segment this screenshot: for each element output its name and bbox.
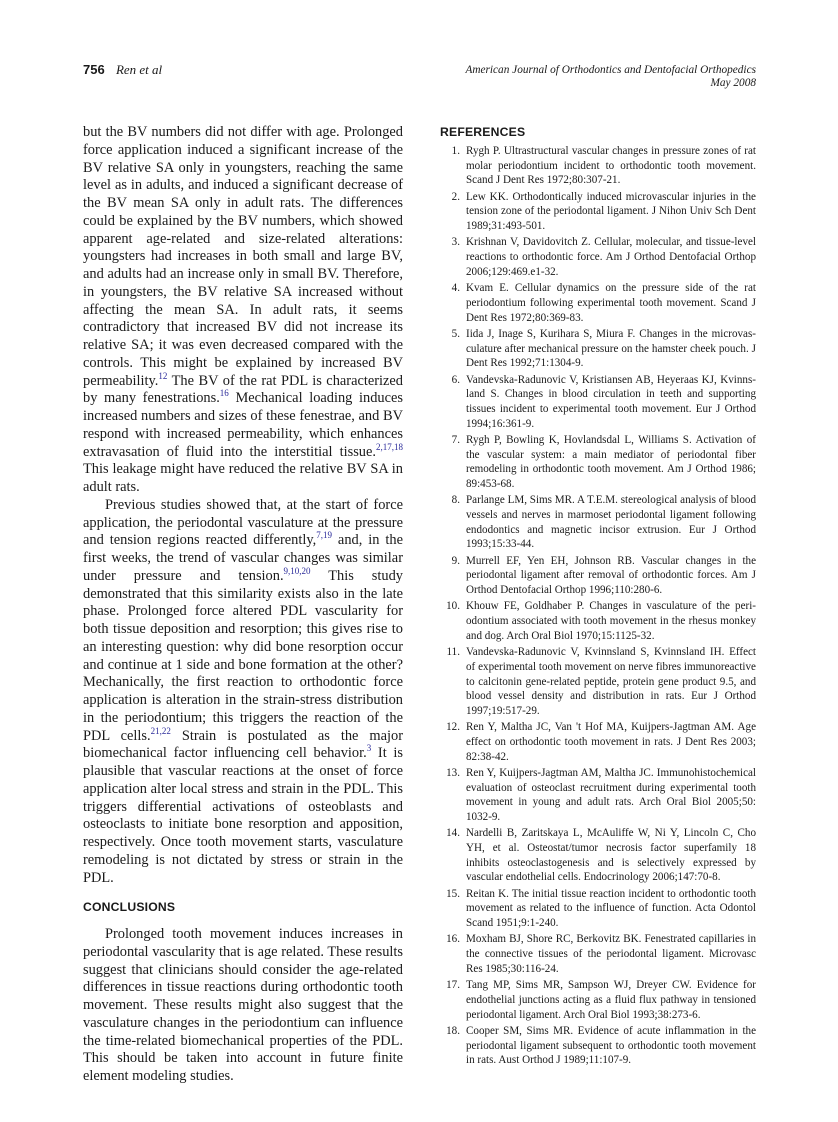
reference-text: Murrell EF, Yen EH, Johnson RB. Vascular changes in the periodontal ligament after removal of orthodontic forces. Am J Orthod Dentofacial Orthop 1996;110:280-6.	[466, 554, 756, 597]
reference-number: 10.	[446, 600, 460, 613]
reference-item	[440, 826, 756, 885]
paragraph-text: The BV of the rat PDL is characterized by many fenestrations.	[83, 372, 403, 407]
reference-number: 8.	[451, 494, 460, 507]
reference-item	[440, 720, 756, 764]
paragraph-text: It is plausible that vascular reactions at the onset of force application alter local stress and strain in the PDL. This triggers differential activations of osteoblasts and osteoclasts to initiate bone resorption and apposition, respectively. Once tooth movement starts, vasculature remodeling is not dictated by stress or strain in the PDL.	[83, 745, 403, 886]
citation-superscript[interactable]: 12	[158, 370, 168, 381]
citation-superscript[interactable]: 21,22	[150, 725, 171, 736]
citation-superscript[interactable]: 7,19	[316, 530, 332, 541]
reference-text: Nardelli B, Zaritskaya L, McAuliffe W, Ni Y, Lincoln C, Cho YH, et al. Osteostat/tumor necrosis factor superfamily 18 inhibits osteoclastogenesis and is selectively expressed by vascular endothelial cells. Endocrinology 2006;147:70-8.	[466, 827, 756, 884]
reference-text: Moxham BJ, Shore RC, Berkovitz BK. Fenestrated capillaries in the connective tissues of the periodontal ligament. Microvasc Res 1985;30:116-24.	[466, 933, 756, 975]
reference-number: 12.	[446, 721, 460, 734]
citation-superscript[interactable]: 16	[219, 388, 229, 399]
reference-number: 13.	[446, 766, 460, 779]
reference-number: 4.	[451, 282, 460, 295]
reference-list	[440, 144, 756, 1068]
reference-number: 9.	[451, 554, 460, 567]
reference-text: Khouw FE, Goldhaber P. Changes in vasculature of the periodontium associated with tooth movement in the rhesus monkey and dog. Arch Oral Biol 1970;15:1125-32.	[466, 600, 756, 642]
reference-text: Lew KK. Orthodontically induced microvascular injuries in the tension zone of the periodontal ligament. J Nihon Univ Sch Dent 1989;31:493-501.	[466, 190, 756, 233]
reference-text: Cooper SM, Sims MR. Evidence of acute inflammation in the periodontal ligament subsequent to orthodontic tooth movement in rats. Aust Orthod J 1989;11:107-9.	[466, 1024, 756, 1067]
reference-number: 18.	[446, 1024, 460, 1037]
reference-item	[440, 144, 756, 188]
left-column	[83, 124, 403, 1086]
reference-text: Reitan K. The initial tissue reaction incident to orthodontic tooth movement as related to the influence of function. Acta Odontol Scand 1951;9:1-240.	[466, 887, 756, 930]
body-paragraph	[83, 497, 403, 888]
reference-text: Rygh P. Ultrastructural vascular changes in pressure zones of rat molar periodontium incident to orthodontic tooth movement. Scand J Dent Res 1972;80:307-21.	[466, 145, 756, 187]
discussion-body	[83, 124, 403, 887]
reference-item	[440, 327, 756, 371]
paragraph-text: Previous studies showed that, at the start of force application, the periodontal vasculature at the pressure and tension regions reacted differently,	[83, 496, 403, 549]
reference-text: Vandevska-Radunovic V, Kristiansen AB, Heyeraas KJ, Kvinnsland S. Changes in blood circulation in teeth and supporting tissues incident to experimental tooth movement. Eur J Orthod 1994;16:361-9.	[466, 373, 756, 430]
conclusions-heading: CONCLUSIONS	[83, 900, 176, 915]
references-heading: REFERENCES	[440, 125, 526, 139]
reference-number: 11.	[446, 646, 460, 659]
reference-text: Vandevska-Radunovic V, Kvinnsland S, Kvinnsland IH. Effect of experimental tooth movement on nerve fibres immunoreactive to calcitonin gene-related peptide, protein gene product 9.5, and blood vessel density and distribution in rats. Eur J Orthod 1997;19:517-29.	[466, 646, 756, 717]
reference-number: 2.	[451, 190, 460, 203]
paragraph-text: Strain is postulated as the major biomechanical factor influencing cell behavior.	[83, 727, 403, 762]
reference-item	[440, 373, 756, 432]
reference-item	[440, 645, 756, 719]
reference-number: 7.	[451, 433, 460, 446]
journal-name: American Journal of Orthodontics and Dentofacial Orthopedics	[465, 64, 756, 76]
reference-number: 17.	[446, 979, 460, 992]
running-authors: Ren et al	[115, 62, 163, 77]
reference-number: 14.	[446, 827, 460, 840]
paragraph-text: Mechanical loading induces increased numbers and sizes of these fenestrae, and BV respond with increased permeability, which enhances extravasation of fluid into the interstitial tissue.	[83, 390, 403, 460]
reference-item	[440, 978, 756, 1022]
paragraph-text: but the BV numbers did not differ with age. Prolonged force application induced a significant increase of the BV relative SA only in youngsters, reaching the same level as in adults, and induced a significant decrease of the BV mean SA only in adult rats. The differences could be explained by the BV numbers, which showed apparent age-related and size-related alterations: youngsters had increases in both small and large BV, and adults had an increase only in small BV. Therefore, in youngsters, the BV relative SA increased without affecting the mean SA. In adult rats, it seems contradictory that increased BV did not increase its relative SA; it was even decreased compared with the controls. This might be explained by increased BV permeability.	[83, 124, 403, 389]
reference-number: 1.	[451, 145, 460, 157]
reference-item	[440, 281, 756, 325]
reference-item	[440, 190, 756, 234]
reference-item	[440, 932, 756, 976]
citation-superscript[interactable]: 2,17,18	[376, 441, 403, 452]
issue-date: May 2008	[710, 77, 756, 89]
reference-item	[440, 433, 756, 492]
reference-text: Tang MP, Sims MR, Sampson WJ, Dreyer CW. Evidence for endothelial junctions acting as a fluid flux pathway in tensioned periodontal ligament. Arch Oral Biol 1993;38:273-6.	[466, 979, 756, 1021]
reference-item	[440, 493, 756, 552]
reference-text: Iida J, Inage S, Kurihara S, Miura F. Changes in the microvasculature after mechanical pressure on the hamster cheek pouch. J Dent Res 1992;71:1304-9.	[466, 327, 756, 370]
reference-number: 6.	[451, 373, 460, 386]
reference-text: Krishnan V, Davidovitch Z. Cellular, molecular, and tissue-level reactions to orthodontic force. Am J Orthod Dentofacial Orthop 2006;129:469.e1-32.	[466, 236, 756, 278]
reference-number: 16.	[446, 933, 460, 946]
reference-text: Parlange LM, Sims MR. A T.E.M. stereological analysis of blood vessels and nerves in marmoset periodontal ligament following endodontics and magnetic incisor extrusion. Eur J Orthod 1993;15:33-44.	[466, 494, 756, 551]
reference-item	[440, 235, 756, 279]
reference-text: Ren Y, Maltha JC, Van 't Hof MA, Kuijpers-Jagtman AM. Age effect on orthodontic tooth movement in rats. J Dent Res 2003; 82:38-42.	[466, 721, 756, 763]
reference-item	[440, 599, 756, 643]
running-header-left	[83, 62, 162, 78]
reference-item	[440, 1024, 756, 1068]
citation-superscript[interactable]: 3	[366, 743, 372, 754]
paragraph-text: and, in the first weeks, the trend of vascular changes was similar under pressure and tension.	[83, 532, 403, 584]
right-column	[440, 125, 756, 1070]
citation-superscript[interactable]: 9,10,20	[283, 565, 311, 576]
paragraph-text: This leakage might have reduced the relative BV SA in adult rats.	[83, 461, 403, 495]
page-number: 756	[83, 62, 105, 77]
paragraph-text: This study demonstrated that this similarity exists also in the late phase. Prolonged force altered PDL vascularity for both tissue deposition and resorption; this gives rise to an interesting question: why did bone resorption occur and continue at 1 side and bone formation at the other? Mechanically, the first reaction to orthodontic force application is alteration in the strain-stress distribution in the periodontium; this triggers the reaction of the PDL cells.	[83, 567, 403, 744]
conclusions-paragraph: Prolonged tooth movement induces increases in periodontal vascularity that is age related. These results suggest that clinicians should consider the age-related differences in tissue reactions during orthodontic tooth movement. These results might also suggest that the vasculature changes in the periodontium can influence the time-related biomechanical properties of the PDL. This should be taken into account in future finite element modeling studies.	[83, 926, 403, 1084]
reference-item	[440, 887, 756, 931]
reference-text: Rygh P, Bowling K, Hovlandsdal L, Williams S. Activation of the vascular system: a main mediator of periodontal fiber remodeling in orthodontic tooth movement. Am J Orthod 1986; 89:453-68.	[466, 433, 756, 491]
body-paragraph	[83, 124, 403, 497]
reference-text: Kvam E. Cellular dynamics on the pressure side of the rat periodontium following experimental tooth movement. Scand J Dent Res 1972;80:369-83.	[466, 282, 756, 324]
reference-number: 15.	[446, 887, 460, 900]
reference-item	[440, 554, 756, 598]
reference-item	[440, 766, 756, 825]
reference-number: 3.	[451, 236, 460, 249]
reference-number: 5.	[451, 327, 460, 340]
reference-text: Ren Y, Kuijpers-Jagtman AM, Maltha JC. Immunohistochemical evaluation of osteoclast recruitment during experimental tooth movement in young and adult rats. Arch Oral Biol 2005;50: 1032-9.	[466, 766, 756, 824]
running-header-right	[465, 64, 756, 90]
